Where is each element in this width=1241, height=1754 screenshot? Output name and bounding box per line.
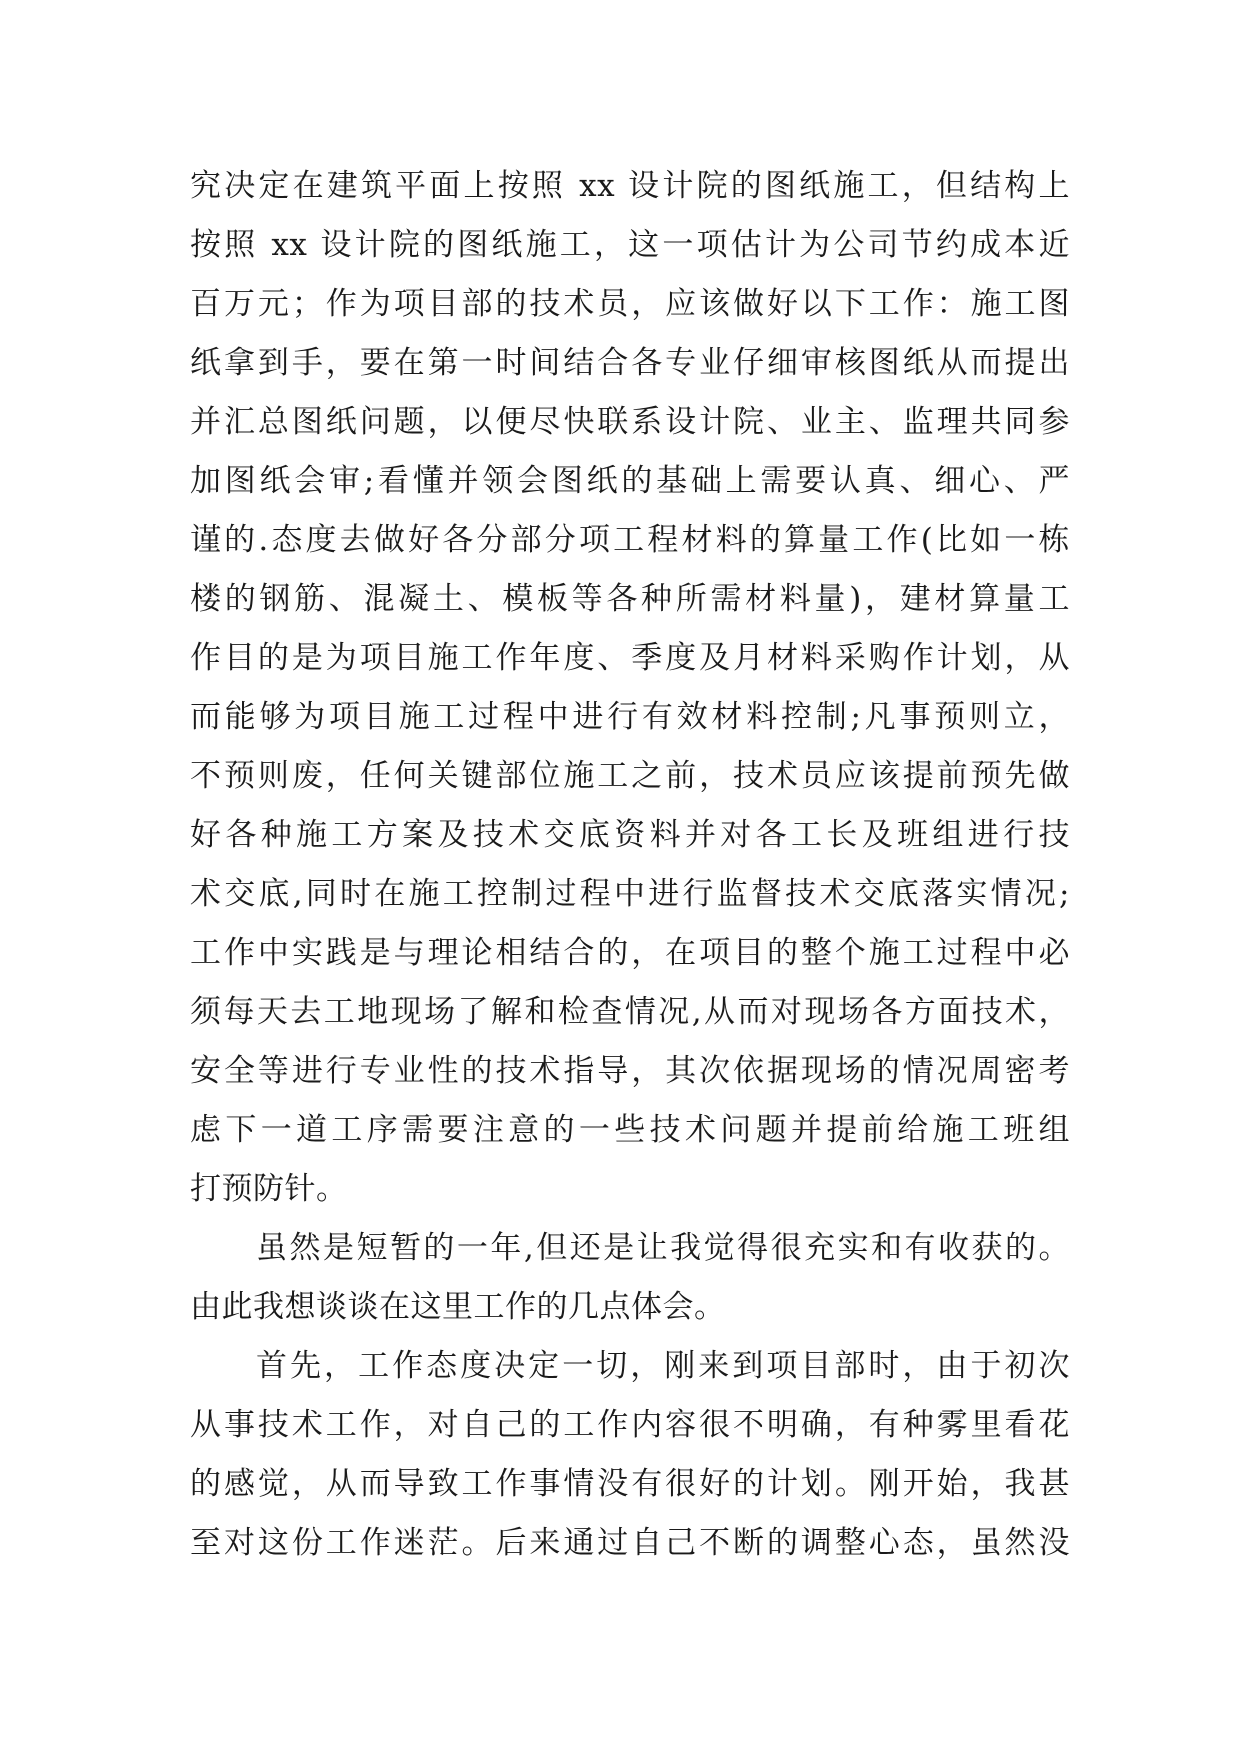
text-line: 工作中实践是与理论相结合的，在项目的整个施工过程中必 — [190, 935, 1070, 971]
text-line: 加图纸会审;看懂并领会图纸的基础上需要认真、细心、严 — [190, 463, 1070, 499]
text-line: 虑下一道工序需要注意的一些技术问题并提前给施工班组 — [190, 1112, 1070, 1148]
text-line: 好各种施工方案及技术交底资料并对各工长及班组进行技 — [190, 817, 1070, 853]
text-line: 的感觉，从而导致工作事情没有很好的计划。刚开始，我甚 — [190, 1466, 1070, 1502]
text-line: 不预则废，任何关键部位施工之前，技术员应该提前预先做 — [190, 758, 1070, 794]
text-line: 而能够为项目施工过程中进行有效材料控制;凡事预则立， — [190, 699, 1070, 735]
text-line: 究决定在建筑平面上按照 xx 设计院的图纸施工，但结构上 — [190, 168, 1070, 204]
text-line: 打预防针。 — [190, 1171, 348, 1207]
text-line: 并汇总图纸问题，以便尽快联系设计院、业主、监理共同参 — [190, 404, 1070, 440]
text-line: 虽然是短暂的一年,但还是让我觉得很充实和有收获的。 — [256, 1230, 1070, 1266]
text-line: 安全等进行专业性的技术指导，其次依据现场的情况周密考 — [190, 1053, 1070, 1089]
body-text — [190, 157, 1070, 1573]
text-line: 至对这份工作迷茫。后来通过自己不断的调整心态，虽然没 — [190, 1525, 1070, 1561]
text-line: 百万元；作为项目部的技术员，应该做好以下工作：施工图 — [190, 286, 1070, 322]
text-line: 楼的钢筋、混凝土、模板等各种所需材料量)，建材算量工 — [190, 581, 1070, 617]
text-line: 作目的是为项目施工作年度、季度及月材料采购作计划，从 — [190, 640, 1070, 676]
text-line: 由此我想谈谈在这里工作的几点体会。 — [190, 1289, 726, 1325]
text-line: 从事技术工作，对自己的工作内容很不明确，有种雾里看花 — [190, 1407, 1070, 1443]
text-line: 须每天去工地现场了解和检查情况,从而对现场各方面技术， — [190, 994, 1070, 1030]
text-line: 术交底,同时在施工控制过程中进行监督技术交底落实情况; — [190, 876, 1070, 912]
text-line: 谨的.态度去做好各分部分项工程材料的算量工作(比如一栋 — [190, 522, 1070, 558]
text-line: 纸拿到手，要在第一时间结合各专业仔细审核图纸从而提出 — [190, 345, 1070, 381]
text-line: 按照 xx 设计院的图纸施工，这一项估计为公司节约成本近 — [190, 227, 1070, 263]
text-line: 首先，工作态度决定一切，刚来到项目部时，由于初次 — [256, 1348, 1070, 1384]
